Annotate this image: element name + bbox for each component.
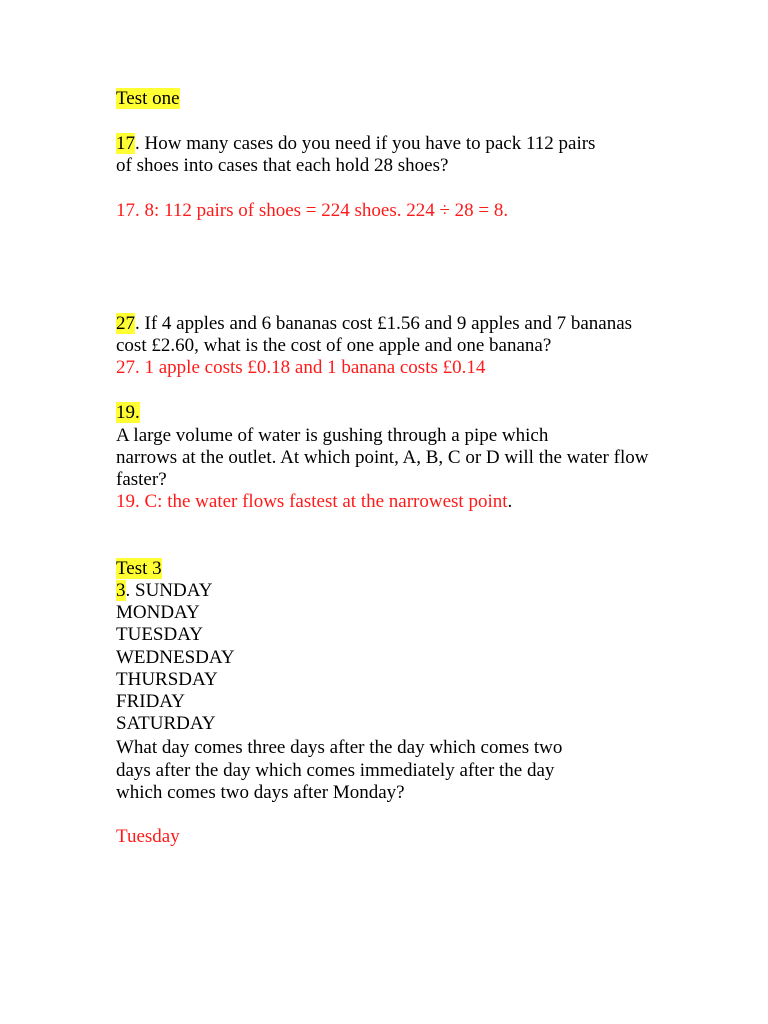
question-17-line-2 <box>116 155 448 177</box>
day-monday: MONDAY <box>116 602 200 623</box>
answer-19-period: . <box>507 491 513 512</box>
highlighted-heading: Test one <box>116 88 180 109</box>
question-3-text-2: days after the day which comes immediately after the day <box>116 760 555 781</box>
answer-3: Tuesday <box>116 826 180 847</box>
day-thursday: THURSDAY <box>116 669 218 690</box>
day-tuesday: TUESDAY <box>116 624 203 645</box>
section-heading-test-one <box>116 88 180 110</box>
question-3-line-1 <box>116 580 212 602</box>
question-19-line-2: narrows at the outlet. At which point, A, B, C or D will the water flow <box>116 447 649 468</box>
question-17-line-1 <box>116 133 595 155</box>
question-3-text-1: What day comes three days after the day which comes two <box>116 737 563 758</box>
question-27-line-1 <box>116 313 632 335</box>
day-friday: FRIDAY <box>116 691 185 712</box>
question-27-line-2 <box>116 335 551 357</box>
question-number-17: 17 <box>116 133 135 154</box>
question-27-text-1: . If 4 apples and 6 bananas cost £1.56 and 9 apples and 7 bananas <box>135 313 633 334</box>
question-number-3: 3 <box>116 580 126 601</box>
answer-19-line <box>116 491 512 513</box>
section-heading-test-3 <box>116 558 162 580</box>
question-number-27: 27 <box>116 313 135 334</box>
question-17-text-2: of shoes into cases that each hold 28 shoes? <box>116 155 449 176</box>
day-sunday: . SUNDAY <box>125 580 213 601</box>
answer-17: 17. 8: 112 pairs of shoes = 224 shoes. 224 ÷ 28 = 8. <box>116 200 509 221</box>
day-saturday: SATURDAY <box>116 713 216 734</box>
answer-19: 19. C: the water flows fastest at the narrowest point <box>116 491 508 512</box>
question-19-number-line <box>116 402 140 424</box>
day-wednesday: WEDNESDAY <box>116 647 235 668</box>
question-number-19: 19. <box>116 402 140 423</box>
highlighted-heading-test-3: Test 3 <box>116 558 162 579</box>
question-17-text-1: . How many cases do you need if you have to pack 112 pairs <box>135 133 596 154</box>
question-19-line-3: faster? <box>116 469 167 490</box>
question-27-text-2: cost £2.60, what is the cost of one apple and one banana? <box>116 335 552 356</box>
question-3-text-3: which comes two days after Monday? <box>116 782 405 803</box>
answer-27: 27. 1 apple costs £0.18 and 1 banana costs £0.14 <box>116 357 486 378</box>
question-19-line-1: A large volume of water is gushing through a pipe which <box>116 425 549 446</box>
